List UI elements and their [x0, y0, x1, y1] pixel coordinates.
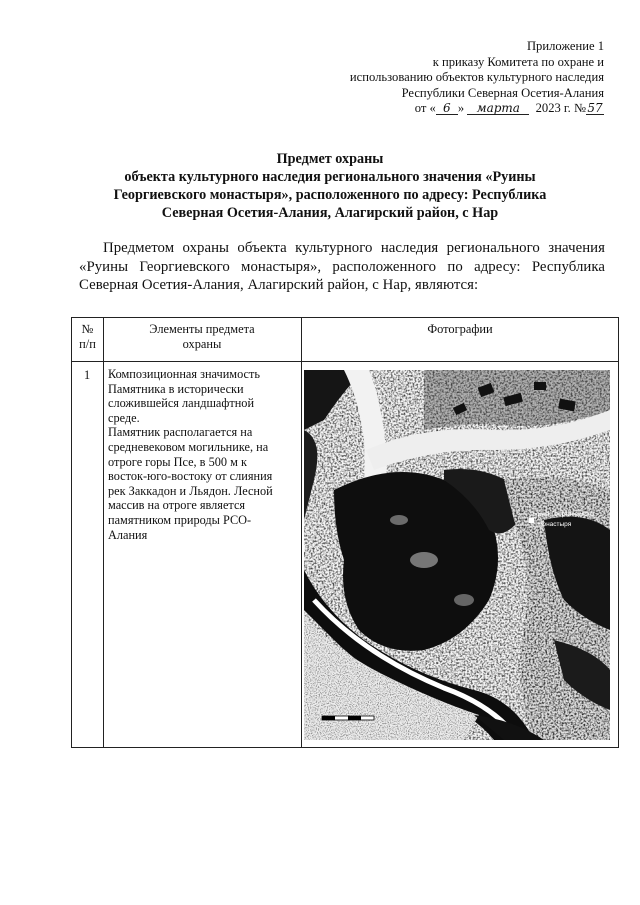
header-num-abbr: п/п	[79, 337, 96, 351]
appendix-order-line: к приказу Комитета по охране и	[432, 54, 604, 69]
appendix-title: Приложение 1	[526, 39, 604, 53]
photo-label	[530, 511, 594, 518]
intro-paragraph: Предметом охраны объекта культурного наследия регионального значения «Руины Георгиевского монастыря», расположенного по адресу: Республика Северная Осетия-Алания, Алагирский район, с Нар, являются:	[79, 240, 605, 293]
description-line: сложившейся ландшафтной	[108, 396, 255, 411]
description-line: памятником природы РСО-	[108, 512, 252, 527]
table-divider	[72, 361, 618, 362]
description-line: Памятника в исторически	[108, 381, 244, 396]
description-line: отроге горы Псе, в 500 м к	[108, 454, 247, 469]
description-line: массив на отроге является	[108, 498, 246, 513]
title-line-1: Предмет охраны	[276, 151, 384, 167]
table-divider	[103, 318, 104, 747]
document-title	[60, 150, 600, 222]
header-elements-line-1: Элементы предмета	[149, 322, 255, 336]
date-mid: »	[457, 101, 465, 116]
description-line: среде.	[108, 410, 140, 425]
table-divider	[301, 318, 302, 747]
row-description	[108, 367, 298, 542]
title-line-2: объекта культурного наследия регионального значения «Руины	[124, 169, 536, 185]
description-line: Памятник располагается на	[108, 425, 253, 440]
svg-text:монастыря	[538, 521, 572, 528]
protection-table	[71, 317, 619, 748]
description-line: Алания	[108, 527, 148, 542]
appendix-date-line	[304, 101, 604, 117]
satellite-photo	[304, 370, 610, 740]
handwritten-doc-number: 57	[587, 101, 603, 116]
description-line: средневековом могильнике, на	[108, 439, 269, 454]
photo-label-line-2: монастыря	[538, 521, 572, 528]
title-line-4: Северная Осетия-Алания, Алагирский район, с Нар	[161, 205, 499, 221]
header-num	[72, 322, 103, 352]
handwritten-month: марта	[467, 102, 529, 115]
appendix-committee-line: использованию объектов культурного наследия	[349, 70, 604, 85]
description-line: восток-юго-востоку от слияния	[108, 469, 273, 484]
title-line-3: Георгиевского монастыря», расположенного по адресу: Республика	[113, 187, 547, 203]
description-line: рек Заккадон и Льядон. Лесной	[108, 483, 273, 498]
scale-bar	[322, 716, 374, 720]
header-elements-line-2: охраны	[182, 337, 222, 351]
description-line: Композиционная значимость	[108, 367, 260, 381]
handwritten-day: 6	[436, 102, 458, 115]
header-elements	[103, 322, 301, 352]
header-photos: Фотографии	[427, 322, 493, 336]
date-prefix: от «	[414, 101, 436, 116]
photo-label-line-1: Руины Георгиевского	[530, 511, 594, 518]
appendix-republic-line: Республики Северная Осетия-Алания	[401, 85, 604, 100]
date-year: 2023 г. №	[535, 101, 586, 116]
header-num-symbol: №	[81, 322, 94, 336]
row-number: 1	[84, 368, 91, 382]
appendix-header	[304, 39, 604, 117]
